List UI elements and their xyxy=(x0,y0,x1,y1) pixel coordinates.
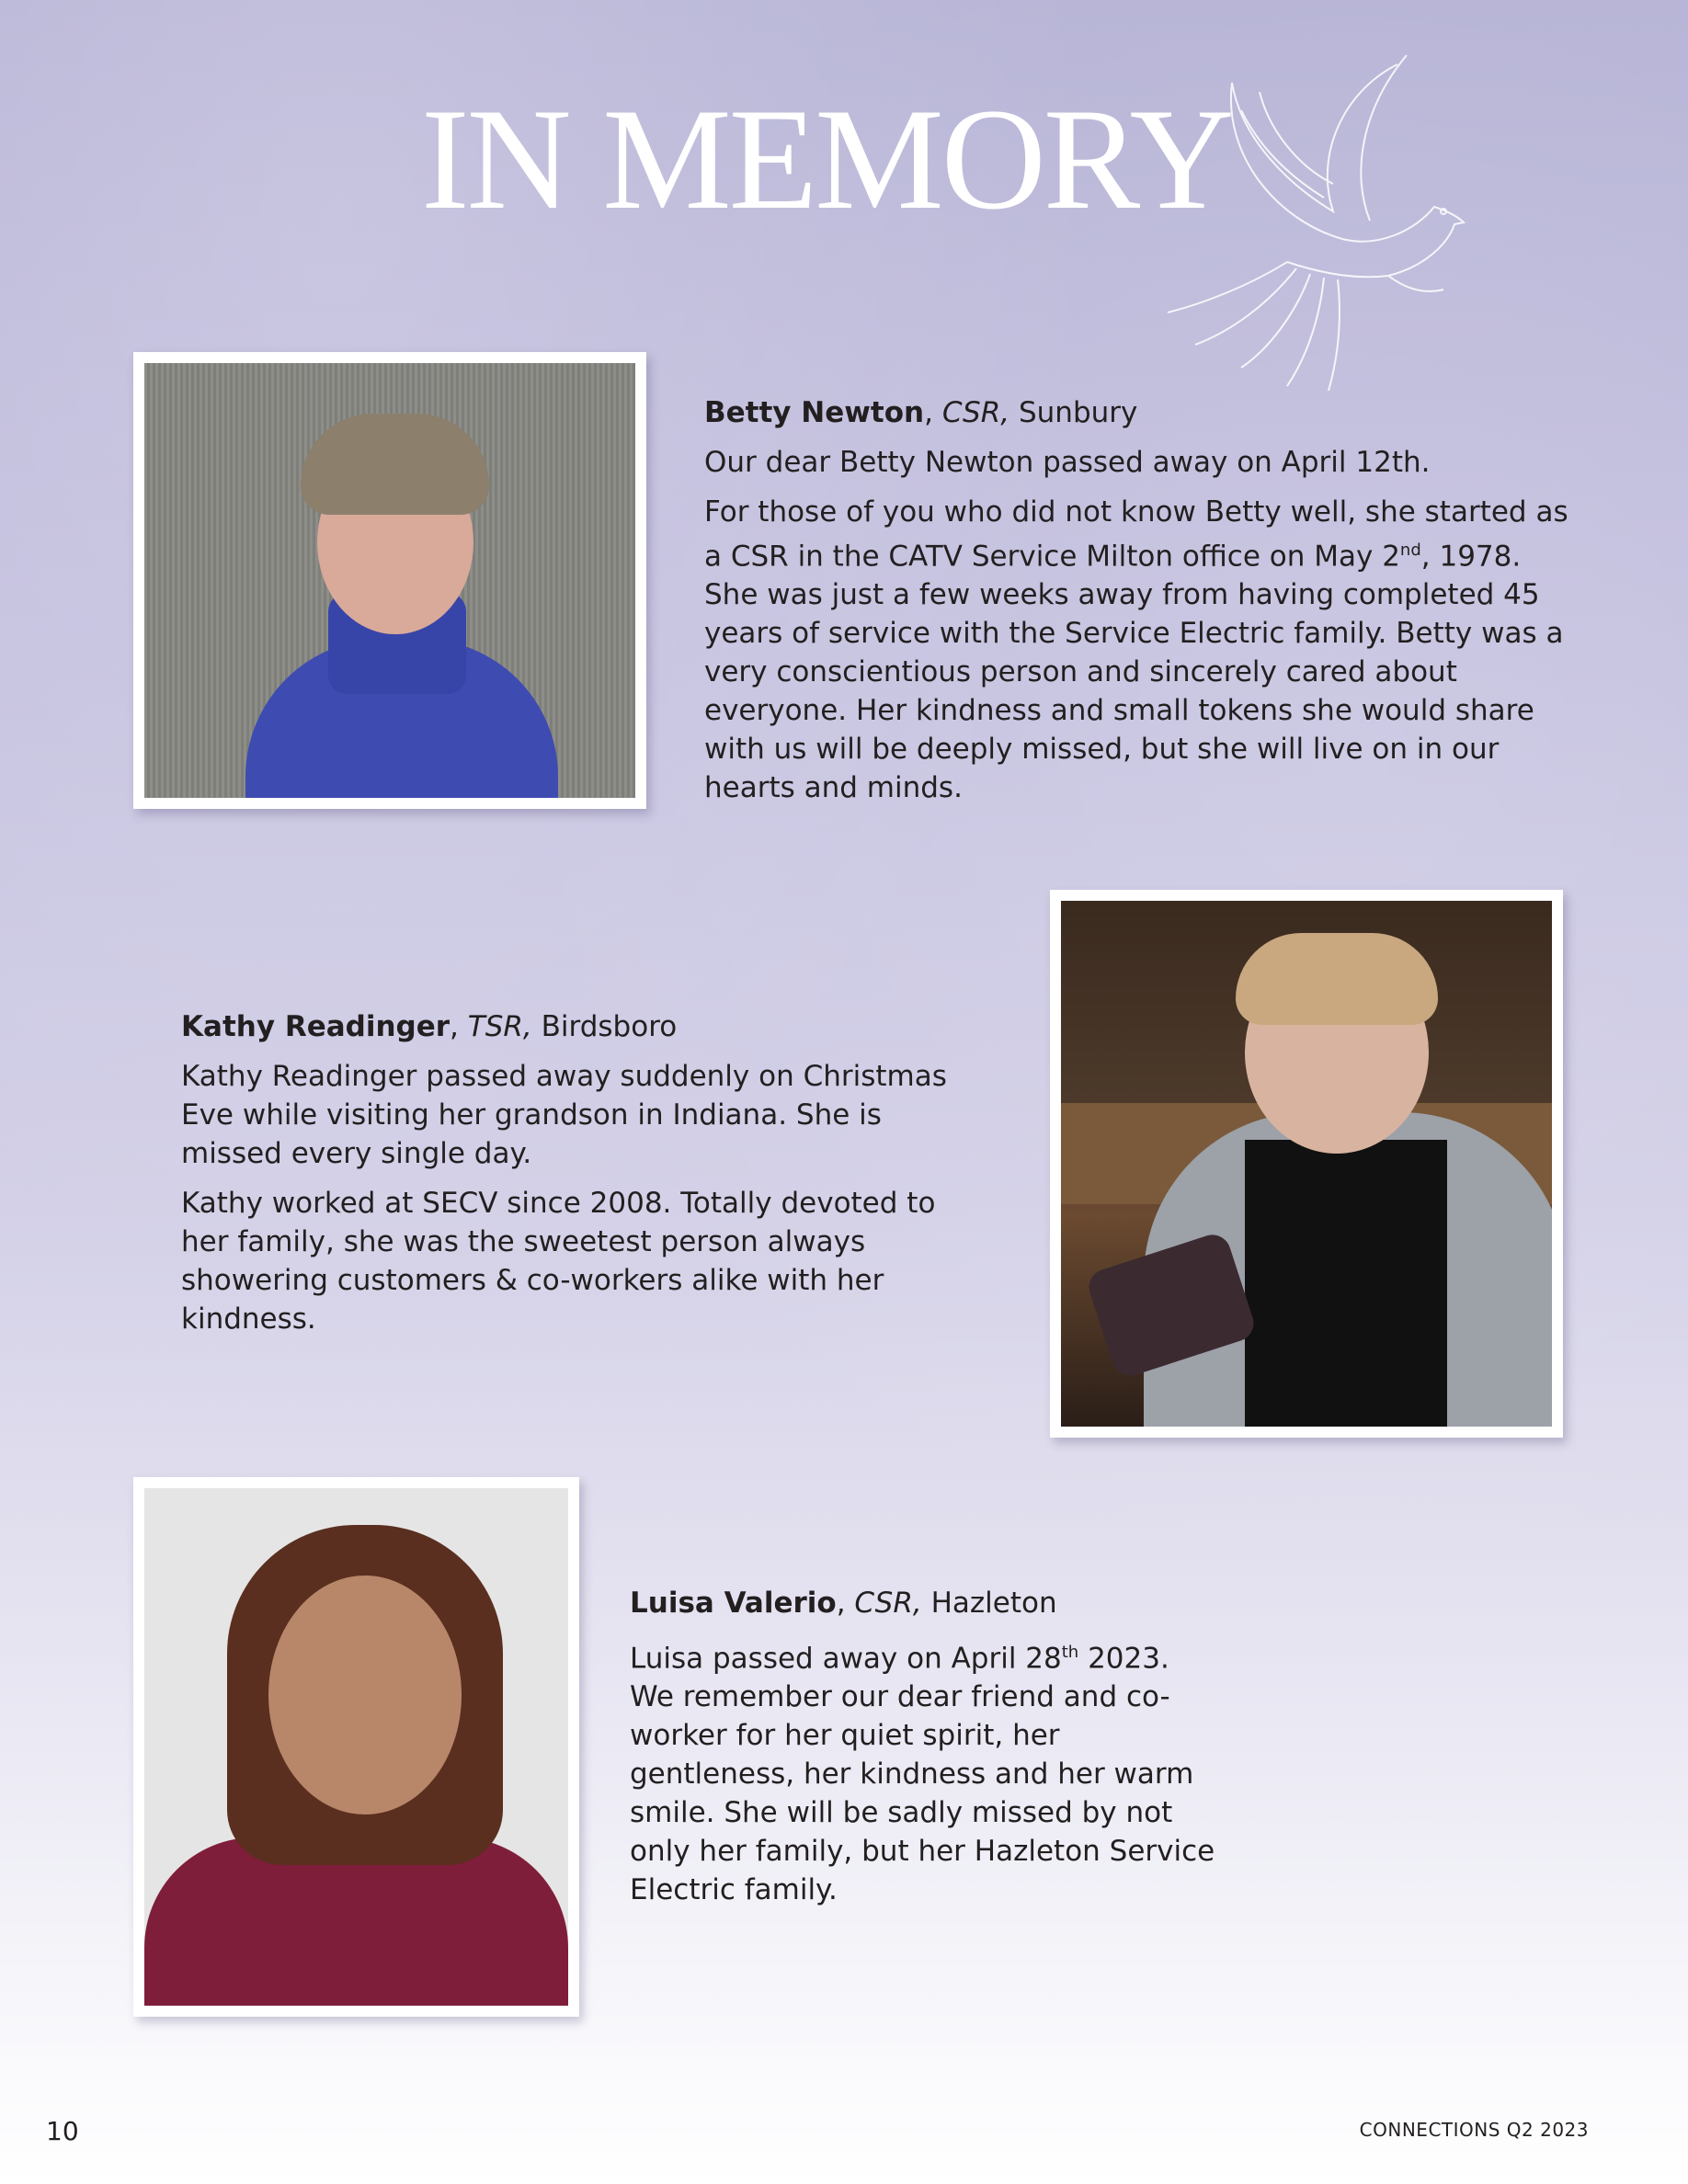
memorial-role: CSR, xyxy=(941,396,1010,429)
photo-betty-newton xyxy=(133,352,646,809)
photo-luisa-valerio xyxy=(133,1477,579,2017)
memorial-heading: Betty Newton, CSR, Sunbury xyxy=(704,396,1138,429)
memorial-paragraph: Luisa passed away on April 28th 2023. We remember our dear friend and co-worker for her quiet spirit, her gentleness, her kindness and her warm smile. She will be sadly missed by not only her family, but her Hazleton Service Electric family. xyxy=(630,1642,1215,1907)
memorial-location: Birdsboro xyxy=(541,1010,678,1043)
memorial-name: Kathy Readinger xyxy=(181,1010,451,1043)
memorial-paragraph: Our dear Betty Newton passed away on April 12th. xyxy=(704,446,1431,479)
dove-illustration xyxy=(1131,28,1517,414)
memorial-name: Betty Newton xyxy=(704,396,925,429)
memorial-heading: Luisa Valerio, CSR, Hazleton xyxy=(630,1587,1057,1620)
memorial-role: CSR, xyxy=(854,1587,922,1620)
publication-name: CONNECTIONS Q2 2023 xyxy=(1359,2119,1589,2141)
memorial-betty-newton xyxy=(704,393,1573,818)
memorial-paragraph: Kathy Readinger passed away suddenly on Christmas Eve while visiting her grandson in Indiana. She is missed every single day. xyxy=(181,1060,947,1170)
memorial-paragraph: For those of you who did not know Betty well, she started as a CSR in the CATV Service Milton office on May 2nd, 1978. She was just a few weeks away from having completed 45 years of service with the Service Electric family. Betty was a very conscientious person and sincerely cared about everyone. Her kindness and small tokens she would share with us will be deeply missed, but she will live on in our hearts and minds. xyxy=(704,495,1568,805)
memorial-paragraph: Kathy worked at SECV since 2008. Totally devoted to her family, she was the sweetest person always showering customers & co-workers alike with her kindness. xyxy=(181,1187,936,1336)
memorial-location: Hazleton xyxy=(930,1587,1057,1620)
memorial-heading: Kathy Readinger, TSR, Birdsboro xyxy=(181,1010,678,1043)
page-number: 10 xyxy=(46,2116,79,2146)
photo-kathy-readinger xyxy=(1050,890,1563,1438)
page-title: IN MEMORY xyxy=(421,79,1232,240)
memorial-name: Luisa Valerio xyxy=(630,1587,837,1620)
memorial-luisa-valerio xyxy=(630,1584,1218,1920)
memorial-role: TSR, xyxy=(467,1010,532,1043)
memorial-kathy-readinger xyxy=(181,1007,990,1349)
memorial-location: Sunbury xyxy=(1018,396,1138,429)
